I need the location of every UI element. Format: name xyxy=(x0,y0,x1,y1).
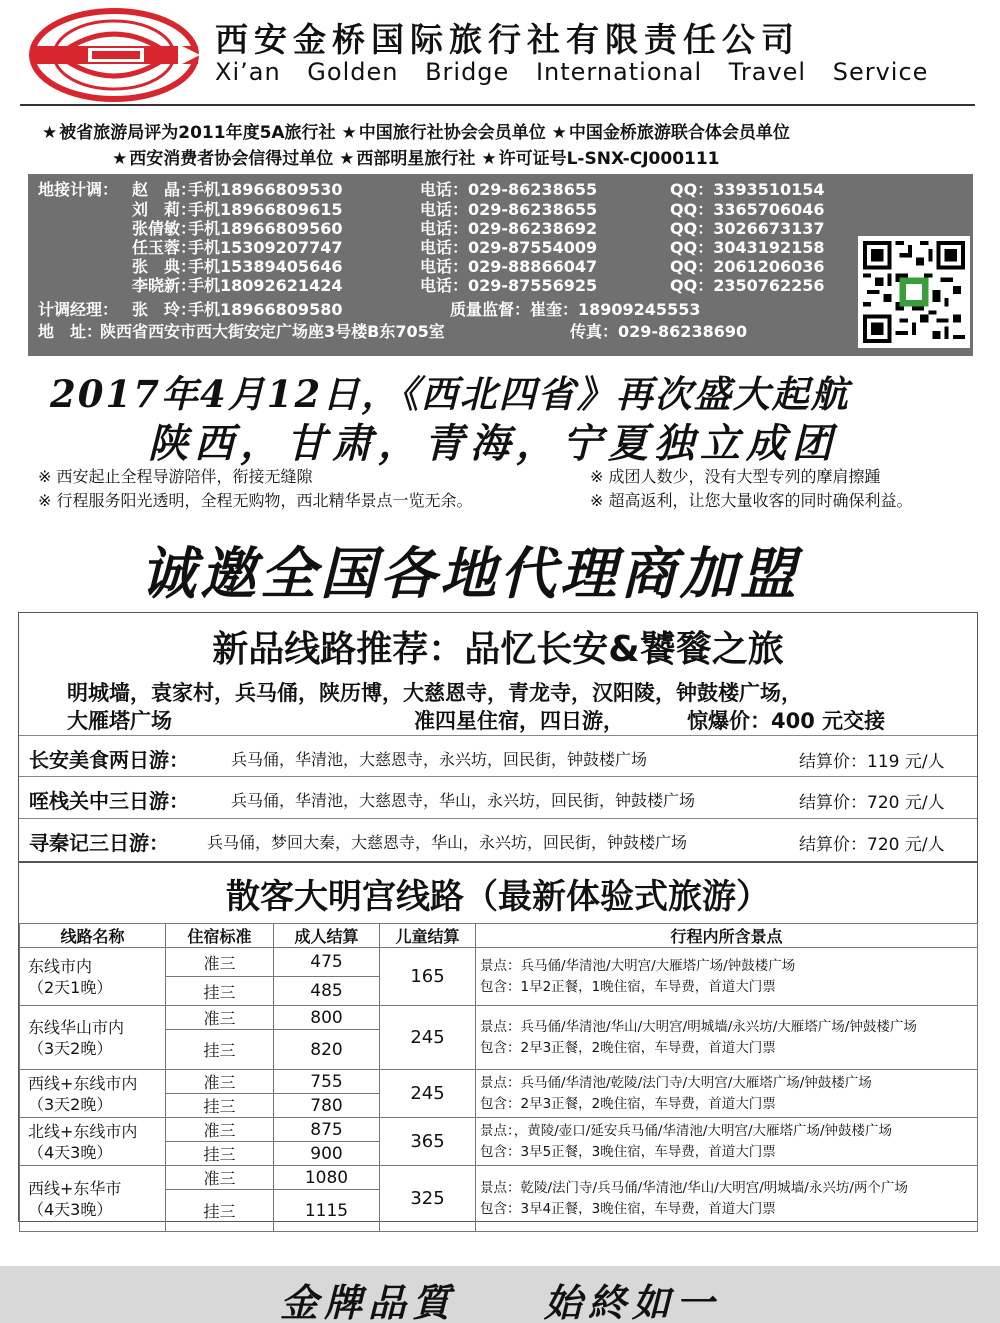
table-row xyxy=(20,1070,978,1094)
footer-slogan: 金牌品質 始終如一 xyxy=(279,1280,720,1323)
child-price-cell: 325 xyxy=(380,1166,476,1232)
quality-contact: 质量监督：崔奎：18909245553 xyxy=(450,300,701,319)
child-price-cell: 245 xyxy=(380,1006,476,1070)
tour-spots: 兵马俑，梦回大秦，大慈恩寺，华山，永兴坊，回民街，钟鼓楼广场 xyxy=(207,833,688,852)
child-price-cell: 365 xyxy=(380,1118,476,1166)
star-icon: ★ xyxy=(339,149,355,169)
tour-row xyxy=(19,735,977,775)
col-child-price: 儿童结算 xyxy=(380,924,476,948)
hotel-std-cell: 挂三 xyxy=(166,1094,274,1118)
tour-name: 长安美食两日游： xyxy=(29,748,189,772)
tour-row xyxy=(19,818,977,858)
tour-name: 咥栈关中三日游： xyxy=(29,789,189,813)
adult-price-cell: 900 xyxy=(274,1142,380,1166)
adult-price-cell: 1115 xyxy=(274,1190,380,1232)
star-icon: ★ xyxy=(112,149,128,169)
table-header-row xyxy=(20,924,978,948)
spots-cell: 景点：乾陵/法门寺/兵马俑/华清池/华山/大明宫/明城墙/永兴坊/两个广场 包含：3早4正餐，3晚住宿，车导费，首道大门票 xyxy=(476,1166,978,1232)
tour-price: 结算价：119 元/人 xyxy=(799,752,945,772)
star-icon: ★ xyxy=(481,149,497,169)
star-icon: ★ xyxy=(42,123,58,143)
hotel-std-cell: 挂三 xyxy=(166,1030,274,1070)
promo-stay: 准四星住宿，四日游， xyxy=(414,709,624,733)
contact-box: 地接计调： 赵 晶： 手机18966809530 电话：029-86238655 QQ：3393510154 刘 莉： 手机18966809615 电话：029-86238655 QQ：3365706046 张倩敏： 手机18966809560 电话：029-86238692 QQ：3026673137 任玉蓉： 手机15309207747 电话：029-87554009 QQ：3043192158 张 典： 手机15389405646 电话：029-88866047 QQ：2061206036 李晓新： 手机18092621424 电话：029-87556925 QQ：2350762256 计调经理： 张 玲： 手机18966809580 质量监督：崔奎：18909245553 地 址： 陕西省西安市西大街安定广场座3号楼B东705室 传真：029-86238690 xyxy=(28,174,973,356)
company-name-en: Xi’an Golden Bridge International Travel Service xyxy=(215,58,929,86)
header-divider xyxy=(20,104,975,106)
qr-code xyxy=(858,236,970,348)
adult-price-cell: 485 xyxy=(274,977,380,1006)
table-row xyxy=(20,948,978,977)
col-hotel-std: 住宿标准 xyxy=(166,924,274,948)
qr-code-icon xyxy=(863,241,965,343)
adult-price-cell: 780 xyxy=(274,1094,380,1118)
tour-name: 寻秦记三日游： xyxy=(29,831,169,855)
route-name-cell: 西线+东华市 （4天3晚） xyxy=(20,1166,166,1232)
adult-price-cell: 475 xyxy=(274,948,380,977)
adult-price-cell: 755 xyxy=(274,1070,380,1094)
promo-sights: 大雁塔广场 xyxy=(67,709,172,733)
footer-banner xyxy=(0,1266,1000,1323)
table-row xyxy=(20,1166,978,1190)
child-price-cell: 165 xyxy=(380,948,476,1006)
star-icon: ★ xyxy=(341,123,357,143)
spots-cell: 景点：兵马俑/华清池/乾陵/法门寺/大明宫/大雁塔广场/钟鼓楼广场 包含：2早3正餐，2晚住宿，车导费，首道大门票 xyxy=(476,1070,978,1118)
promo-sights: 明城墙，袁家村，兵马俑，陕历博，大慈恩寺，青龙寺，汉阳陵，钟鼓楼广场， xyxy=(67,681,802,705)
col-spots: 行程内所含景点 xyxy=(476,924,978,948)
table-row xyxy=(20,1118,978,1142)
child-price-cell: 245 xyxy=(380,1070,476,1118)
tour-price: 结算价：720 元/人 xyxy=(799,793,945,813)
route-name-cell: 西线+东线市内 （3天2晚） xyxy=(20,1070,166,1118)
hotel-std-cell: 准三 xyxy=(166,1166,274,1190)
promo-title: 新品线路推荐：品忆长安&饕餮之旅 xyxy=(212,629,784,670)
table-row xyxy=(20,1006,978,1030)
headline-date: 2017年4月12日，《西北四省》再次盛大起航 xyxy=(50,372,850,416)
company-logo xyxy=(28,8,204,102)
hotel-std-cell: 准三 xyxy=(166,948,274,977)
feature-item: ※ 行程服务阳光透明，全程无购物，西北精华景点一览无余。 xyxy=(38,491,473,510)
spots-cell: 景点：兵马俑/华清池/华山/大明宫/明城墙/永兴坊/大雁塔广场/钟鼓楼广场 包含：2早3正餐，2晚住宿，车导费，首道大门票 xyxy=(476,1006,978,1070)
route-name-cell: 东线华山市内 （3天2晚） xyxy=(20,1006,166,1070)
feature-item: ※ 西安起止全程导游陪伴，衔接无缝隙 xyxy=(38,467,313,486)
hotel-std-cell: 挂三 xyxy=(166,1142,274,1166)
adult-price-cell: 875 xyxy=(274,1118,380,1142)
hotel-std-cell: 准三 xyxy=(166,1118,274,1142)
address-text: 陕西省西安市西大街安定广场座3号楼B东705室 xyxy=(100,322,445,341)
tour-spots: 兵马俑，华清池，大慈恩寺，永兴坊，回民街，钟鼓楼广场 xyxy=(231,750,648,769)
route-name-cell: 东线市内 （2天1晚） xyxy=(20,948,166,1006)
company-name-cn: 西安金桥国际旅行社有限责任公司 xyxy=(215,20,800,59)
tour-row xyxy=(19,776,977,816)
col-adult-price: 成人结算 xyxy=(274,924,380,948)
group-tour-section xyxy=(18,862,978,1222)
promo-price: 惊爆价：400 元交接 xyxy=(687,709,886,733)
agent-invitation: 诚邀全国各地代理商加盟 xyxy=(140,541,800,607)
headline-provinces: 陕西，甘肃，青海，宁夏独立成团 xyxy=(148,420,838,467)
spots-cell: 景点：，黄陵/壶口/延安兵马俑/华清池/大明宫/大雁塔广场/钟鼓楼广场 包含：3早5正餐，3晚住宿，车导费，首道大门票 xyxy=(476,1118,978,1166)
hotel-std-cell: 挂三 xyxy=(166,1190,274,1232)
adult-price-cell: 1080 xyxy=(274,1166,380,1190)
tour-spots: 兵马俑，华清池，大慈恩寺，华山，永兴坊，回民街，钟鼓楼广场 xyxy=(231,791,696,810)
feature-item: ※ 成团人数少，没有大型专列的摩肩擦踵 xyxy=(590,467,881,486)
tour-price: 结算价：720 元/人 xyxy=(799,835,945,855)
new-route-promo xyxy=(18,612,978,862)
hotel-std-cell: 准三 xyxy=(166,1070,274,1094)
route-name-cell: 北线+东线市内 （4天3晚） xyxy=(20,1118,166,1166)
adult-price-cell: 820 xyxy=(274,1030,380,1070)
star-icon: ★ xyxy=(551,123,567,143)
hotel-std-cell: 挂三 xyxy=(166,977,274,1006)
table-title: 散客大明宫线路（最新体验式旅游） xyxy=(226,877,770,917)
spots-cell: 景点：兵马俑/华清池/大明宫/大雁塔广场/钟鼓楼广场 包含：1早2正餐，1晚住宿，车导费，首道大门票 xyxy=(476,948,978,1006)
honors-line-2: ★ 西安消费者协会信得过单位 ★ 西部明星旅行社 ★ 许可证号L-SNX-CJ000111 xyxy=(112,149,720,169)
route-table xyxy=(19,923,978,1232)
hotel-std-cell: 准三 xyxy=(166,1006,274,1030)
col-route-name: 线路名称 xyxy=(20,924,166,948)
feature-item: ※ 超高返利，让您大量收客的同时确保利益。 xyxy=(590,491,913,510)
adult-price-cell: 800 xyxy=(274,1006,380,1030)
fax-text: 传真：029-86238690 xyxy=(570,322,748,341)
honors-line-1: ★ 被省旅游局评为2011年度5A旅行社 ★ 中国旅行社协会会员单位 ★ 中国金桥旅游联合体会员单位 xyxy=(42,123,790,143)
